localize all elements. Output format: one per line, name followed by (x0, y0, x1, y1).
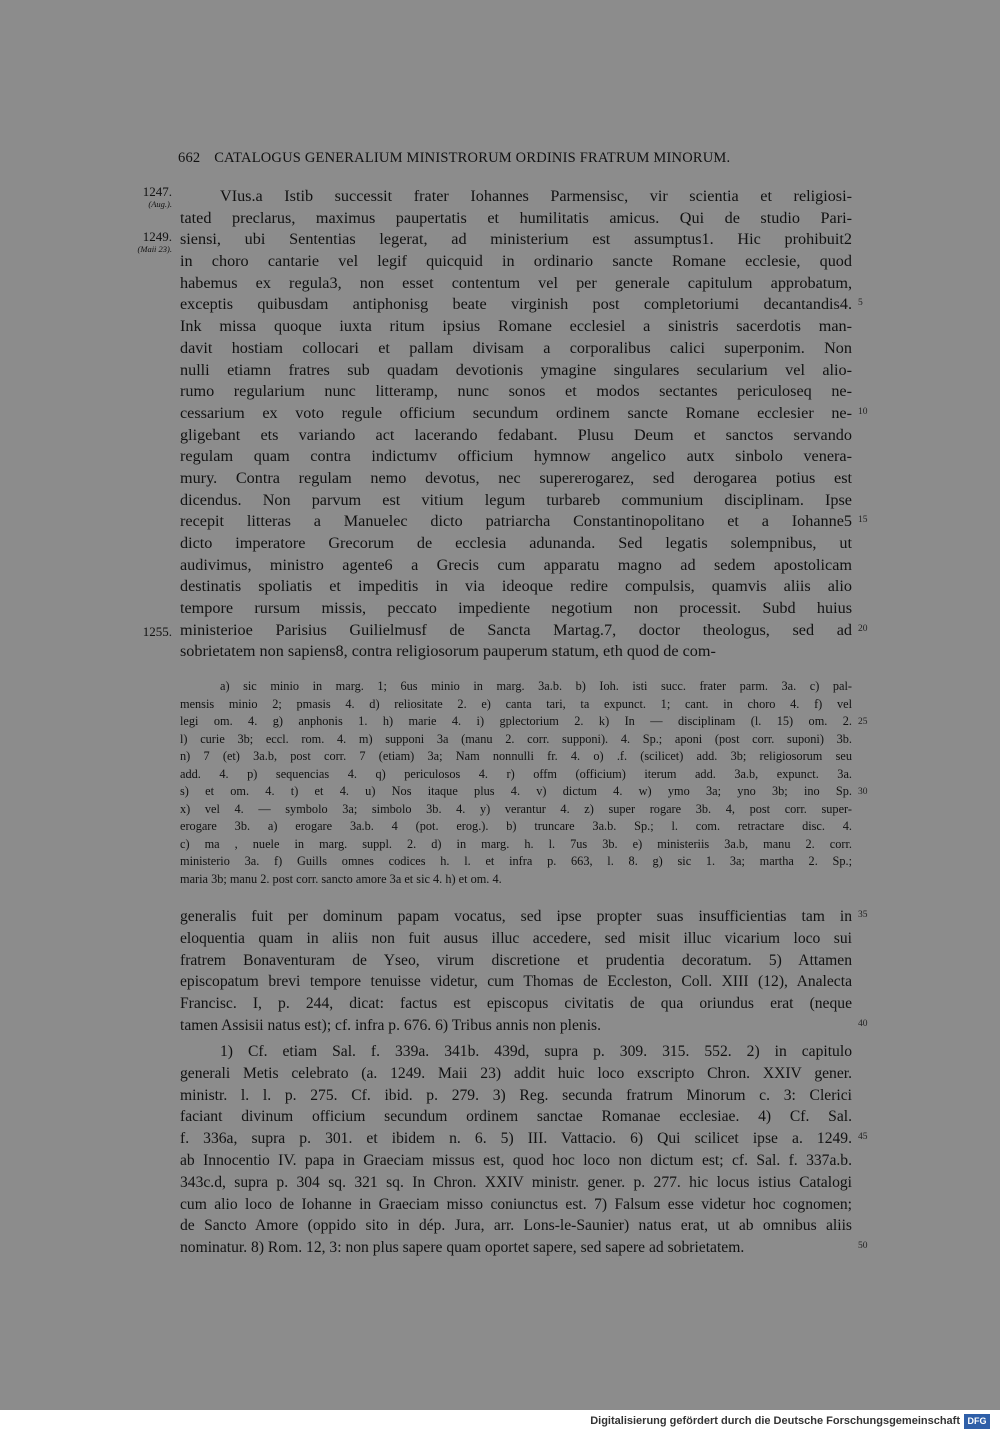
apparatus-line: l) curie 3b; eccl. rom. 4. m) supponi 3a (manu 2. corr. supponi). 4. Sp.; aponi (post corr. suponi) 3b. (180, 731, 852, 746)
text-line: Ink missa quoque iuxta ritum ipsius Romane ecclesiel a sinistris sacerdotis man- (180, 317, 852, 336)
text-line: tated preclarus, maximus paupertatis et humilitatis amicus. Qui de studio Pari- (180, 208, 852, 227)
text-line: siensi, ubi Sententias legerat, ad ministerium est assumptus1. Hic prohibuit2 (180, 230, 852, 249)
note-line: f. 336a, supra p. 301. et ibidem n. 6. 5) III. Vattacio. 6) Qui scilicet ipse a. 1249. (180, 1130, 852, 1148)
commentary-continuation (180, 906, 868, 1037)
text-line: audivimus, ministro agente6 a Grecis cum apparatu magno ad sedem apostolicam (180, 555, 852, 574)
apparatus-line: a) sic minio in marg. 1; 6us minio in marg. 3a.b. b) Ioh. isti succ. frater parm. 3a. c) pal- (220, 679, 852, 693)
margin-note-year-text: 1249. (142, 229, 172, 244)
apparatus-line: add. 4. p) sequencias 4. q) periculosos 4. r) offm (officium) iterum add. 3a.b, expunct. 3a. (180, 766, 852, 781)
margin-note-year-text: 1255. (142, 624, 172, 639)
main-text (180, 186, 868, 663)
commentary-line: Francisc. I, p. 244, dicat: factus est episcopus civitatis de qua oriundus erat (neque (180, 995, 852, 1013)
note-line: faciant divinum officium secundum ordinem sanctae Romanae ecclesiae. 4) Cf. Sal. (180, 1108, 852, 1126)
line-number: 25 (858, 717, 868, 727)
commentary-line: fratrem Bonaventuram de Yseo, virum discretione et prudentia decoratum. 5) Attamen (180, 951, 852, 969)
apparatus-line: mensis minio 2; pmasis 4. d) reliositate 2. e) canta tari, ta expunct. 1; cant. in choro 4. f) vel (180, 696, 852, 711)
text-line: habemus ex regula3, non esset contentum vel per generale capitulum approbatum, (180, 273, 852, 292)
margin-note-date: (Aug.). (148, 199, 172, 209)
page-number: 662 (178, 150, 201, 166)
commentary-line: tamen Assisii natus est); cf. infra p. 676. 6) Tribus annis non plenis. (180, 1016, 602, 1034)
note-line: ab Innocentio IV. papa in Graeciam missus est, quod hoc loco non dictum est; cf. Sal. f. 337a.b. (180, 1151, 852, 1169)
apparatus-line: n) 7 (et) 3a.b, post corr. 7 (etiam) 3a; Nam nonnulli fr. 4. o) .f. (scilicet) add. 3b; religiosorum seu (180, 749, 852, 763)
note-line: ministr. l. l. p. 275. Cf. ibid. p. 279. 3) Reg. secunda fratrum Minorum c. 3: Clerici (180, 1086, 852, 1104)
text-line: tempore rursum missis, peccato impediente negotium non processit. Subd huius (180, 599, 852, 618)
line-number: 50 (858, 1241, 868, 1251)
note-line: generali Metis celebrato (a. 1249. Maii 23) addit huic loco exscripto Chron. XXIV gener. (180, 1064, 852, 1082)
text-line: sobrietatem non sapiens8, contra religiosorum pauperum statum, eth quod de com- (180, 642, 716, 661)
text-line: cessarium ex voto regule officium secundum ordinem sancte Romane ecclesier ne- (180, 403, 852, 422)
note-line: nominatur. 8) Rom. 12, 3: non plus sapere quam oportet sapere, sed sapere ad sobrietatem. (180, 1239, 745, 1257)
text-line: ministerioe Parisius Guilielmusf de Sancta Martag.7, doctor theologus, sed ad (180, 620, 852, 639)
note-line: cum alio loco de Iohanne in Graeciam misso coniunctus est. 7) Falsum esse videtur hoc cognomen; (180, 1195, 852, 1213)
apparatus-line: erogare 3b. a) erogare 3a.b. 4 (pot. erog.). b) truncare 3a.b. Sp.; l. com. retractare disc. 4. (180, 819, 852, 833)
commentary-line: episcopatum brevi tempore tenuisse videtur, cum Thomas de Eccleston, Coll. XIII (12), Analecta (180, 973, 852, 991)
margin-note-year (112, 230, 172, 256)
commentary-line: eloquentia quam in aliis non fuit ausus illuc accedere, sed misit illuc vicarium loco sui (180, 929, 852, 947)
dfg-logo-icon: DFG (964, 1414, 990, 1429)
apparatus-line: legi om. 4. g) anphonis 1. h) marie 4. i) gplectorium 2. k) In — disciplinam (l. 15) om. 2. (180, 714, 852, 728)
text-line: nulli etiamn fratres sub quadam devotionis ymagine singulares secularium vel alio- (180, 360, 852, 379)
line-number: 45 (858, 1132, 868, 1142)
text-line: exceptis quibusdam antiphonisg beate virginish post completoriumi decantandis4. (180, 295, 852, 314)
margin-note-year (112, 185, 172, 211)
apparatus-line: s) et om. 4. t) et 4. u) Nos itaque plus 4. v) dictum 4. w) ymo 3a; yno 3b; ino Sp. (180, 784, 852, 798)
footer-bar (0, 1410, 1000, 1434)
text-line: recepit litteras a Manuelec dicto patriarcha Constantinopolitano et a Iohanne5 (180, 512, 852, 531)
line-number: 30 (858, 787, 868, 797)
funding-note: Digitalisierung gefördert durch die Deutsche Forschungsgemeinschaft (590, 1415, 960, 1427)
line-number: 35 (858, 910, 868, 920)
running-title: CATALOGUS GENERALIUM MINISTRORUM ORDINIS FRATRUM MINORUM. (214, 150, 731, 166)
apparatus-line: c) ma , nuele in marg. suppl. 2. d) in marg. h. l. 7us 3b. e) ministeriis 3a.b, manu 2. corr. (180, 836, 852, 851)
note-line: 343c.d, supra p. 304 sq. 321 sq. In Chron. XXIV ministr. gener. p. 277. hic locus istius Catalogi (180, 1173, 852, 1191)
margin-note-date: (Maii 23). (137, 244, 172, 254)
commentary-notes (180, 1041, 868, 1259)
apparatus-line: x) vel 4. — symbolo 3a; simbolo 3b. 4. y) verantur 4. z) super rogare 3b. 4, post corr. super- (180, 801, 852, 816)
margin-note-year (112, 625, 172, 638)
running-header (178, 150, 828, 167)
line-number: 15 (858, 515, 868, 525)
text-line: dicendus. Non parvum est vitium legum turbareb communium disciplinam. Ipse (180, 490, 852, 509)
line-number: 5 (858, 298, 863, 308)
apparatus-line: maria 3b; manu 2. post corr. sancto amore 3a et sic 4. h) et om. 4. (180, 871, 502, 886)
text-line: gligebant ets variando act lacerando fedabant. Plusu Deum et sanctos servando (180, 425, 852, 444)
line-number: 10 (858, 407, 868, 417)
text-line: dicto imperatore Grecorum de ecclesia adunanda. Sed legatis solempnibus, ut (180, 534, 852, 552)
note-line: 1) Cf. etiam Sal. f. 339a. 341b. 439d, supra p. 309. 315. 552. 2) in capitulo (220, 1043, 852, 1060)
text-line: in choro cantarie vel legif quicquid in ordinario sancte Romane ecclesie, quod (180, 252, 852, 271)
text-line: davit hostiam collocari et pallam divisam a corporalibus calici superponim. Non (180, 338, 852, 357)
margin-note-year-text: 1247. (142, 184, 172, 199)
text-line: destinatis spoliatis et impeditis in via ideoque redire compulsis, quamvis aliis alio (180, 577, 852, 596)
text-line: mury. Contra regulam nemo devotus, nec supererogarez, sed derogarea potius est (180, 468, 852, 487)
note-line: de Sancto Amore (oppido sito in dép. Jura, arr. Lons-le-Saunier) natus erat, ut ab omnibus aliis (180, 1217, 852, 1235)
critical-apparatus (180, 678, 868, 888)
line-number: 40 (858, 1019, 868, 1029)
text-line: VIus.a Istib successit frater Iohannes Parmensisc, vir scientia et religiosi- (220, 187, 852, 205)
text-line: rumo regularium nunc litteramp, nunc sonos et modos sectantes periculoseq ne- (180, 382, 852, 401)
text-line: regulam quam contra indictumv officium hymnow angelico autx sinbolo venera- (180, 447, 852, 466)
line-number: 20 (858, 624, 868, 634)
commentary-line: generalis fuit per dominum papam vocatus, sed ipse propter suas insufficientias tam in (180, 908, 852, 925)
apparatus-line: ministerio 3a. f) Guills omnes codices h. l. et infra p. 663, l. 8. g) sic 1. 3a; martha 2. Sp.; (180, 854, 852, 868)
